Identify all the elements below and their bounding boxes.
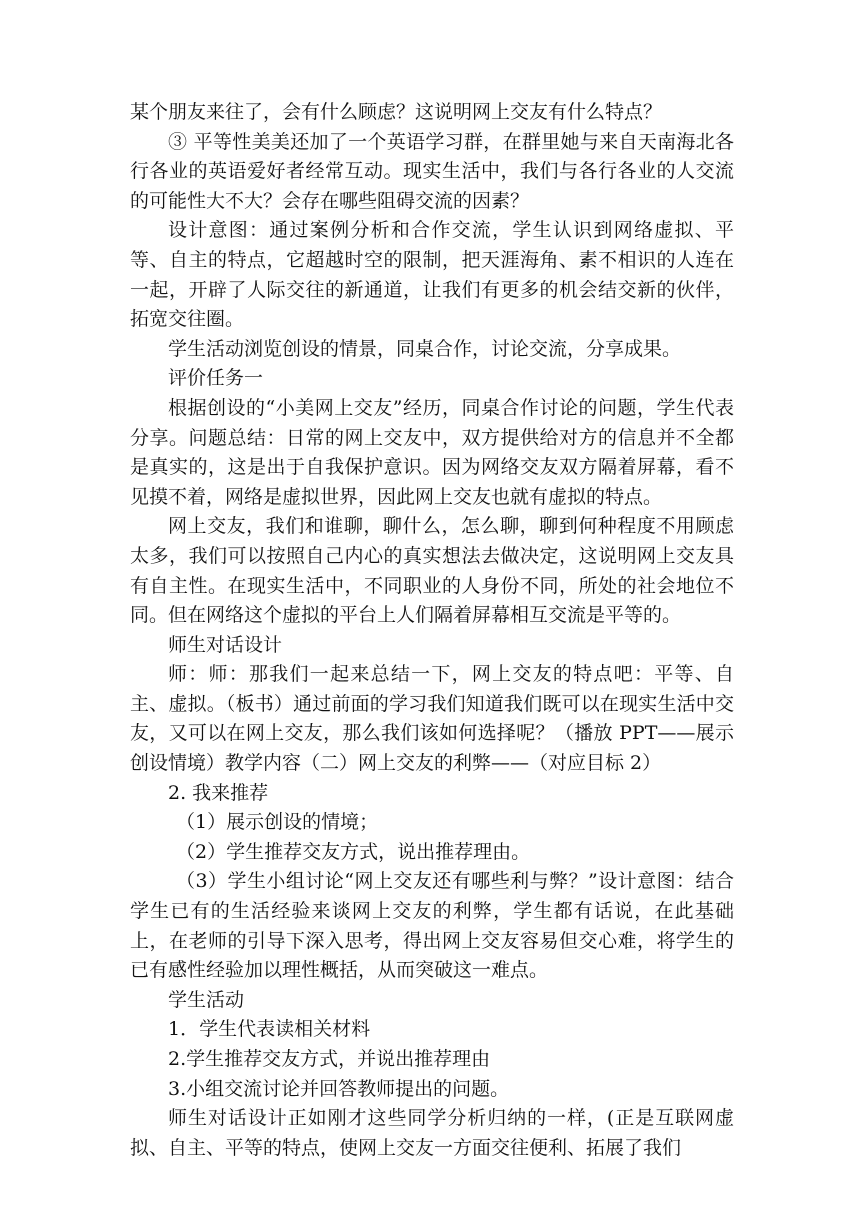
- paragraph: 学生活动浏览创设的情景，同桌合作，讨论交流，分享成果。: [168, 337, 682, 360]
- section-heading: 师生对话设计: [168, 633, 283, 656]
- section-heading: 学生活动: [168, 988, 245, 1011]
- section-heading: 评价任务一: [168, 367, 264, 390]
- section-heading: 2. 我来推荐: [168, 781, 269, 804]
- paragraph: 某个朋友来往了，会有什么顾虑？这说明网上交友有什么特点？: [130, 101, 663, 123]
- document-body: [130, 98, 734, 1163]
- paragraph: 根据创设的“小美网上交友”经历，同桌合作讨论的问题，学生代表分享。问题总结：日常的网上交友中，双方提供给对方的信息并不全都是真实的，这是出于自我保护意识。因为网络交友双方隔着屏幕，看不见摸不着，网络是虚拟世界，因此网上交友也就有虚拟的特点。: [130, 396, 734, 508]
- list-item: （3）学生小组讨论“网上交友还有哪些利与弊？”设计意图：结合学生已有的生活经验来谈网上交友的利弊，学生都有话说，在此基础上，在老师的引导下深入思考，得出网上交友容易但交心难，将学生的已有感性经验加以理性概括，从而突破这一难点。: [130, 870, 734, 982]
- list-item: 1．学生代表读相关材料: [168, 1018, 371, 1041]
- paragraph: 师生对话设计正如刚才这些同学分析归纳的一样，(正是互联网虚拟、自主、平等的特点，使网上交友一方面交往便利、拓展了我们: [130, 1107, 734, 1159]
- list-item: 2.学生推荐交友方式，并说出推荐理由: [168, 1048, 491, 1070]
- paragraph: 网上交友，我们和谁聊，聊什么，怎么聊，聊到何种程度不用顾虑太多，我们可以按照自己内心的真实想法去做决定，这说明网上交友具有自主性。在现实生活中，不同职业的人身份不同，所处的社会地位不同。但在网络这个虚拟的平台上人们隔着屏幕相互交流是平等的。: [130, 515, 734, 627]
- list-item: （2）学生推荐交友方式，说出推荐理由。: [176, 840, 531, 863]
- paragraph: 师：师：那我们一起来总结一下，网上交友的特点吧：平等、自主、虚拟。（板书）通过前面的学习我们知道我们既可以在现实生活中交友，又可以在网上交友，那么我们该如何选择呢？（播放 PPT——展示创设情境）教学内容（二）网上交友的利弊——（对应目标 2）: [130, 663, 734, 775]
- list-item: 3.小组交流讨论并回答教师提出的问题。: [168, 1077, 510, 1100]
- paragraph: 设计意图：通过案例分析和合作交流，学生认识到网络虚拟、平等、自主的特点，它超越时空的限制，把天涯海角、素不相识的人连在一起，开辟了人际交往的新通道，让我们有更多的机会结交新的伙伴，拓宽交往圈。: [130, 219, 734, 331]
- list-item: （1）展示创设的情境；: [176, 811, 379, 834]
- paragraph: ③ 平等性美美还加了一个英语学习群，在群里她与来自天南海北各行各业的英语爱好者经常互动。现实生活中，我们与各行各业的人交流的可能性大不大？会存在哪些阻碍交流的因素？: [130, 130, 734, 212]
